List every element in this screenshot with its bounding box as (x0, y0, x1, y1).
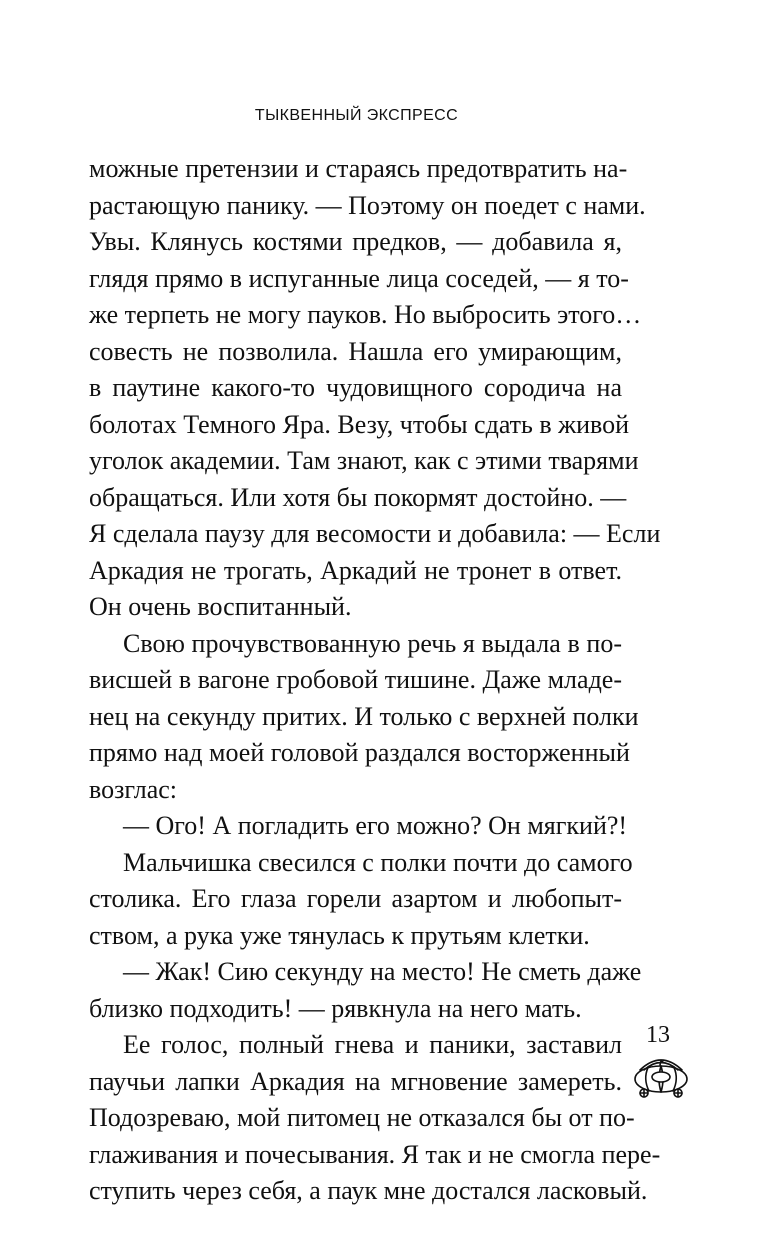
text-line: можные претензии и стараясь предотвратить на- (89, 154, 628, 183)
text-line: близко подходить! — рявкнула на него мать. (89, 993, 582, 1023)
text-line: Свою прочувствованную речь я выдала в по- (123, 628, 622, 658)
text-line: Он очень воспитанный. (89, 592, 352, 621)
text-line: Ее голос, полный гнева и паники, заставил (123, 1030, 622, 1059)
text-line: возглас: (89, 774, 177, 804)
text-line: паучьи лапки Аркадия на мгновение замереть. (89, 1066, 622, 1096)
text-line: ством, а рука уже тянулась к прутьям клетки. (89, 920, 590, 950)
text-line: — Ого! А погладить его можно? Он мягкий?! (123, 811, 628, 840)
text-line: растающую панику. — Поэтому он поедет с нами. (89, 190, 646, 220)
text-line: Увы. Клянусь костями предков, — добавила я, (89, 227, 622, 256)
text-line: обращаться. Или хотя бы покормят достойно. — (89, 482, 627, 512)
text-line: совесть не позволила. Нашла его умирающим, (89, 336, 622, 366)
text-line: Я сделала паузу для весомости и добавила: — Если (89, 519, 661, 548)
page-number: 13 (646, 1022, 670, 1048)
running-title: ТЫКВЕННЫЙ ЭКСПРЕСС (254, 107, 459, 124)
text-line: — Жак! Сию секунду на место! Не сметь даже (123, 957, 642, 986)
text-line: столика. Его глаза горели азартом и любопыт- (89, 884, 622, 913)
text-line: болотах Темного Яра. Везу, чтобы сдать в живой (89, 409, 630, 439)
text-line: Мальчишка свесился с полки почти до самого (123, 847, 633, 877)
text-line: висшей в вагоне гробовой тишине. Даже младе- (89, 665, 622, 694)
text-line: в паутине какого-то чудовищного сородича на (89, 373, 622, 402)
text-line: уголок академии. Там знают, как с этими тварями (89, 446, 639, 475)
text-line: ступить через себя, а паук мне достался ласковый. (89, 1176, 648, 1205)
pumpkin-carriage-icon (630, 1052, 692, 1098)
text-line: Аркадия не трогать, Аркадий не тронет в ответ. (89, 555, 622, 585)
text-line: нец на секунду притих. И только с верхней полки (89, 701, 639, 731)
text-line: прямо над моей головой раздался восторженный (89, 738, 630, 767)
text-line: Подозреваю, мой питомец не отказался бы от по- (89, 1103, 635, 1132)
text-line: глаживания и почесывания. Я так и не смогла пере- (89, 1139, 661, 1169)
text-line: же терпеть не могу пауков. Но выбросить этого… (89, 300, 642, 329)
text-line: глядя прямо в испуганные лица соседей, — я то- (89, 263, 629, 293)
